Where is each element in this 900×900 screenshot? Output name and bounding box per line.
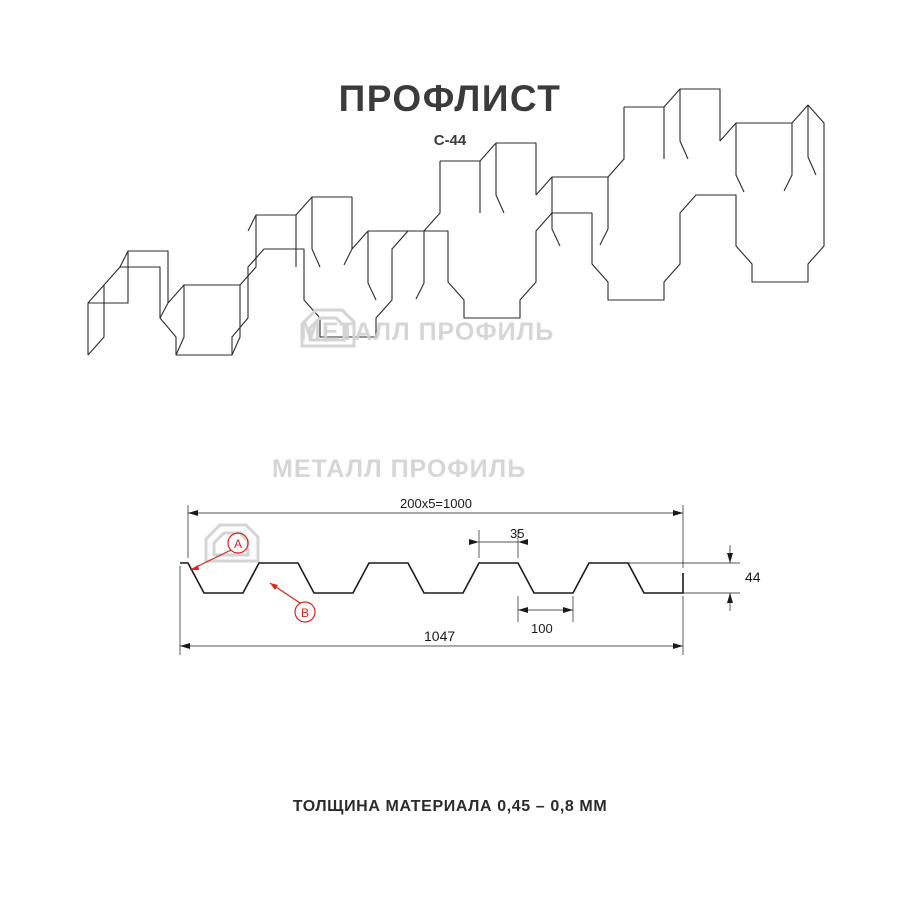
page-title: ПРОФЛИСТ	[338, 78, 562, 119]
watermark-text-2: МЕТАЛЛ ПРОФИЛЬ	[272, 455, 527, 483]
profile-code: C-44	[433, 132, 467, 149]
dim-rib-pitch: 100	[531, 621, 553, 636]
dim-pitch-total: 200x5=1000	[400, 496, 472, 511]
callout-b-label: B	[300, 606, 310, 620]
material-thickness-note: ТОЛЩИНА МАТЕРИАЛА 0,45 – 0,8 ММ	[292, 798, 608, 815]
watermark-text-1: МЕТАЛЛ ПРОФИЛЬ	[300, 318, 555, 346]
dim-profile-height: 44	[745, 569, 761, 585]
dim-overall-width: 1047	[424, 628, 456, 644]
callout-a-label: A	[233, 537, 243, 551]
dim-rib-top-width: 35	[510, 526, 525, 541]
